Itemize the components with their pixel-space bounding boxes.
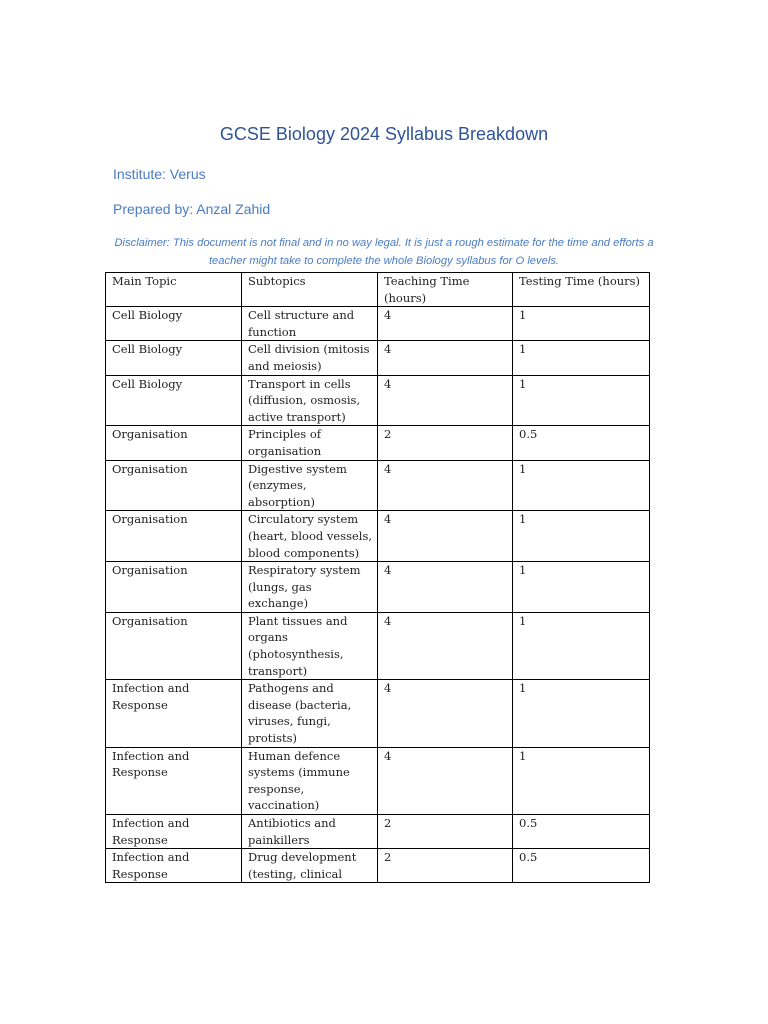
cell-teaching-time: 4 (378, 747, 513, 814)
cell-testing-time: 1 (513, 747, 650, 814)
prepared-by-line: Prepared by: Anzal Zahid (113, 201, 271, 217)
cell-main-topic: Cell Biology (106, 307, 242, 341)
cell-testing-time: 0.5 (513, 815, 650, 849)
cell-subtopic: Plant tissues and organs (photosynthesis, transport) (242, 612, 378, 679)
cell-testing-time: 0.5 (513, 849, 650, 883)
cell-main-topic: Infection and Response (106, 849, 242, 883)
table-row (106, 680, 650, 747)
cell-testing-time: 1 (513, 511, 650, 562)
document-title: GCSE Biology 2024 Syllabus Breakdown (219, 124, 549, 144)
cell-main-topic: Organisation (106, 460, 242, 511)
cell-teaching-time: 4 (378, 460, 513, 511)
institute-line: Institute: Verus (113, 166, 206, 182)
cell-testing-time: 1 (513, 307, 650, 341)
cell-teaching-time: 2 (378, 849, 513, 883)
disclaimer-text: Disclaimer: This document is not final and in no way legal. It is just a rough estimate for the time and efforts a teacher might take to complete the whole Biology syllabus for O levels. (114, 237, 654, 267)
cell-teaching-time: 4 (378, 307, 513, 341)
cell-subtopic: Antibiotics and painkillers (242, 815, 378, 849)
table-row (106, 511, 650, 562)
cell-subtopic: Principles of organisation (242, 426, 378, 460)
syllabus-table-body (106, 273, 650, 883)
cell-teaching-time: 4 (378, 680, 513, 747)
cell-testing-time: 1 (513, 341, 650, 375)
cell-teaching-time: 4 (378, 562, 513, 613)
cell-main-topic: Organisation (106, 426, 242, 460)
table-row (106, 562, 650, 613)
cell-subtopic: Cell division (mitosis and meiosis) (242, 341, 378, 375)
table-header-row (106, 273, 650, 307)
cell-main-topic: Infection and Response (106, 680, 242, 747)
cell-testing-time: 1 (513, 375, 650, 426)
table-row (106, 815, 650, 849)
cell-teaching-time: 2 (378, 815, 513, 849)
cell-main-topic: Organisation (106, 562, 242, 613)
cell-subtopic: Cell structure and function (242, 307, 378, 341)
cell-subtopic: Drug development (testing, clinical (242, 849, 378, 883)
cell-testing-time: 0.5 (513, 426, 650, 460)
cell-subtopic: Transport in cells (diffusion, osmosis, active transport) (242, 375, 378, 426)
header-subtopics: Subtopics (242, 273, 378, 307)
cell-main-topic: Infection and Response (106, 815, 242, 849)
table-row (106, 747, 650, 814)
cell-teaching-time: 4 (378, 612, 513, 679)
table-row (106, 849, 650, 883)
table-row (106, 341, 650, 375)
cell-testing-time: 1 (513, 680, 650, 747)
cell-teaching-time: 4 (378, 341, 513, 375)
header-teaching-time: Teaching Time (hours) (378, 273, 513, 307)
cell-testing-time: 1 (513, 562, 650, 613)
cell-testing-time: 1 (513, 460, 650, 511)
header-main-topic: Main Topic (106, 273, 242, 307)
cell-main-topic: Cell Biology (106, 375, 242, 426)
table-row (106, 460, 650, 511)
cell-subtopic: Digestive system (enzymes, absorption) (242, 460, 378, 511)
cell-main-topic: Organisation (106, 511, 242, 562)
table-row (106, 307, 650, 341)
cell-main-topic: Infection and Response (106, 747, 242, 814)
cell-main-topic: Cell Biology (106, 341, 242, 375)
cell-main-topic: Organisation (106, 612, 242, 679)
cell-subtopic: Respiratory system (lungs, gas exchange) (242, 562, 378, 613)
header-testing-time: Testing Time (hours) (513, 273, 650, 307)
table-row (106, 375, 650, 426)
cell-subtopic: Pathogens and disease (bacteria, viruses, fungi, protists) (242, 680, 378, 747)
cell-subtopic: Circulatory system (heart, blood vessels, blood components) (242, 511, 378, 562)
cell-teaching-time: 4 (378, 375, 513, 426)
syllabus-table (105, 272, 650, 883)
cell-teaching-time: 2 (378, 426, 513, 460)
cell-subtopic: Human defence systems (immune response, vaccination) (242, 747, 378, 814)
cell-teaching-time: 4 (378, 511, 513, 562)
table-row (106, 612, 650, 679)
cell-testing-time: 1 (513, 612, 650, 679)
table-row (106, 426, 650, 460)
